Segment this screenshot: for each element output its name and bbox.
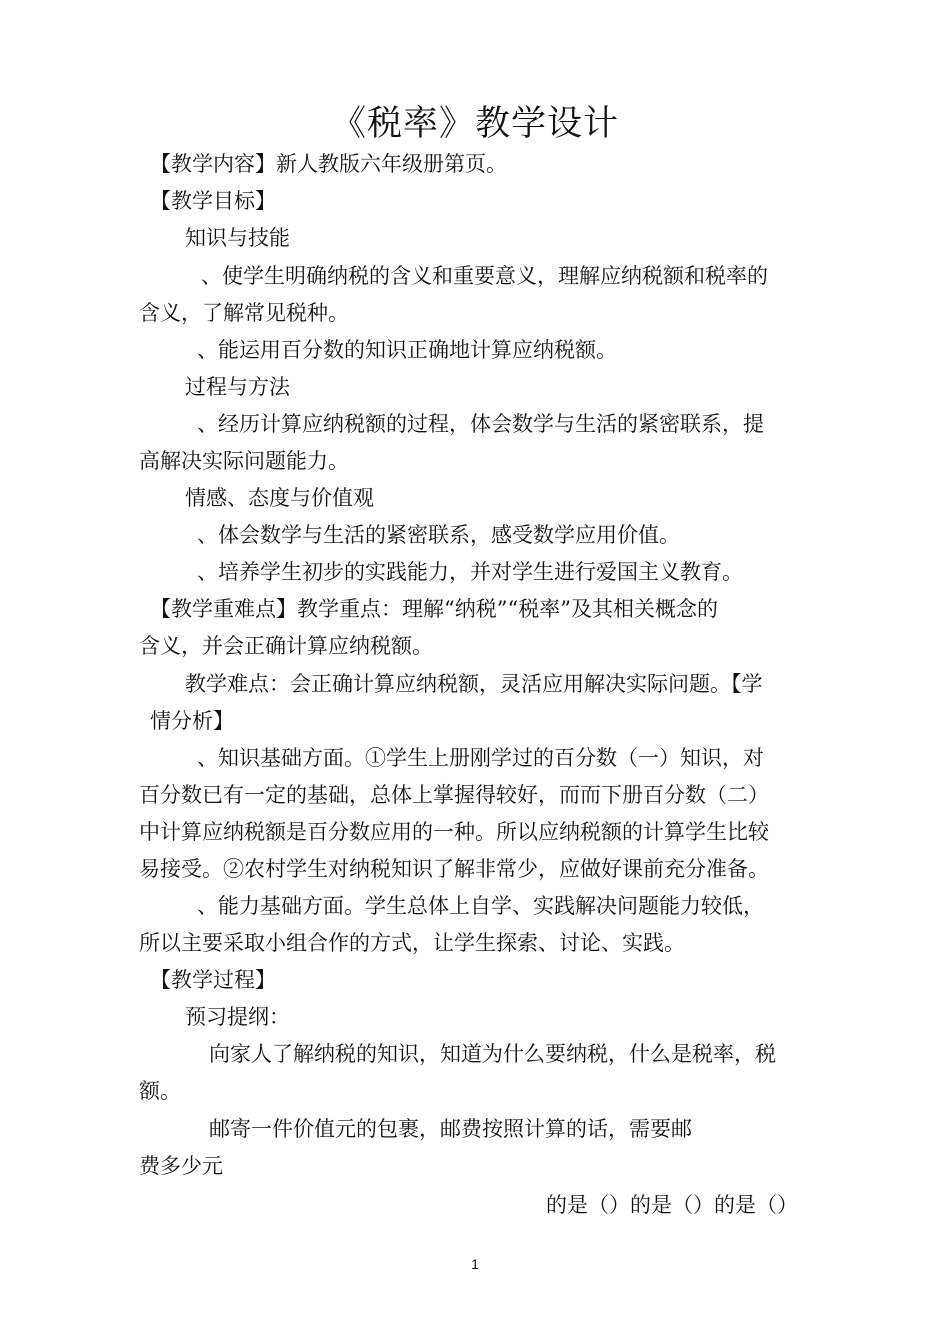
- subsection-heading: 预习提纲：: [185, 1005, 290, 1029]
- text-line: 费多少元: [139, 1154, 223, 1178]
- text-line: 情分析】: [150, 709, 234, 733]
- text-line: 、经历计算应纳税额的过程，体会数学与生活的紧密联系，提: [197, 412, 764, 436]
- subsection-heading: 情感、态度与价值观: [185, 486, 374, 510]
- text-line: 所以主要采取小组合作的方式，让学生探索、讨论、实践。: [139, 931, 685, 955]
- text-line: 教学难点：会正确计算应纳税额，灵活应用解决实际问题。【学: [185, 672, 763, 696]
- text-line: 、能运用百分数的知识正确地计算应纳税额。: [197, 338, 617, 362]
- subsection-heading: 过程与方法: [185, 375, 290, 399]
- section-heading: 【教学目标】: [150, 189, 276, 213]
- text-line: 【教学内容】新人教版六年级册第页。: [150, 152, 507, 176]
- text-line: 中计算应纳税额是百分数应用的一种。所以应纳税额的计算学生比较: [139, 820, 769, 844]
- text-line: 、能力基础方面。学生总体上自学、实践解决问题能力较低，: [197, 894, 764, 918]
- blank-fill-line: 的是（）的是（）的是（）: [546, 1193, 798, 1217]
- page-number: 1: [471, 1256, 479, 1272]
- section-heading: 【教学过程】: [150, 968, 276, 992]
- text-line: 额。: [139, 1079, 181, 1103]
- text-line: 向家人了解纳税的知识，知道为什么要纳税，什么是税率，税: [209, 1042, 776, 1066]
- document-title: 《税率》教学设计: [330, 104, 619, 144]
- text-line: 、使学生明确纳税的含义和重要意义，理解应纳税额和税率的: [201, 264, 768, 288]
- text-line: 高解决实际问题能力。: [139, 449, 349, 473]
- text-line: 邮寄一件价值元的包裹，邮费按照计算的话，需要邮: [209, 1117, 692, 1141]
- text-line: 含义，了解常见税种。: [139, 301, 349, 325]
- text-line: 、体会数学与生活的紧密联系，感受数学应用价值。: [197, 523, 680, 547]
- subsection-heading: 知识与技能: [185, 226, 290, 250]
- text-line: 、培养学生初步的实践能力，并对学生进行爱国主义教育。: [197, 560, 743, 584]
- text-line: 百分数已有一定的基础，总体上掌握得较好，而而下册百分数（二）: [139, 783, 769, 807]
- text-line: 、知识基础方面。①学生上册刚学过的百分数（一）知识，对: [197, 746, 764, 770]
- text-line: 【教学重难点】教学重点：理解“纳税”“税率”及其相关概念的: [150, 597, 718, 621]
- text-line: 含义，并会正确计算应纳税额。: [139, 634, 433, 658]
- text-line: 易接受。②农村学生对纳税知识了解非常少，应做好课前充分准备。: [139, 857, 769, 881]
